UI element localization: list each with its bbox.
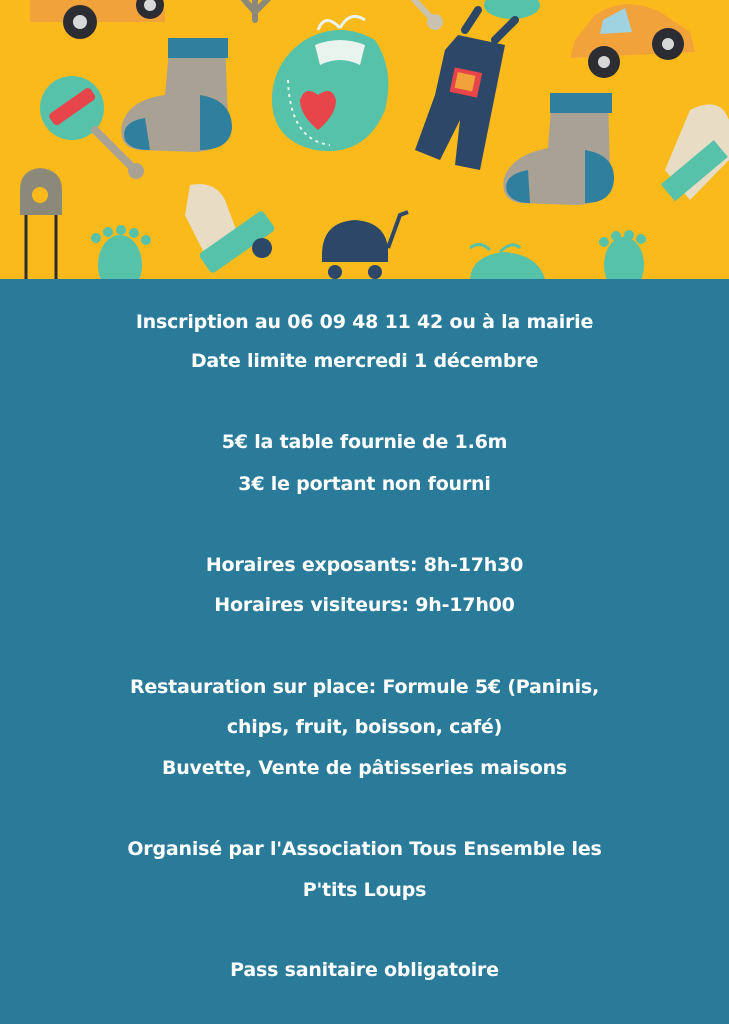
banner-illustration [0,0,729,279]
refreshments-text: Buvette, Vente de pâtisseries maisons [161,757,568,779]
rack-price-text: 3€ le portant non fourni [238,473,491,495]
hours-visitors-text: Horaires visiteurs: 9h-17h00 [214,594,515,616]
table-price-text: 5€ la table fournie de 1.6m [221,431,508,453]
organizer-text-line1: Organisé par l'Association Tous Ensemble les [127,838,602,860]
registration-text: Inscription au 06 09 48 11 42 ou à la mairie [135,311,594,333]
info-panel [0,279,729,1024]
organizer-text-line2: P'tits Loups [302,879,427,901]
hours-exhibitors-text: Horaires exposants: 8h-17h30 [205,554,524,576]
health-pass-text: Pass sanitaire obligatoire [230,959,499,981]
food-text-line2: chips, fruit, boisson, café) [226,716,503,738]
food-text-line1: Restauration sur place: Formule 5€ (Paninis, [129,676,600,698]
deadline-text: Date limite mercredi 1 décembre [190,350,539,372]
